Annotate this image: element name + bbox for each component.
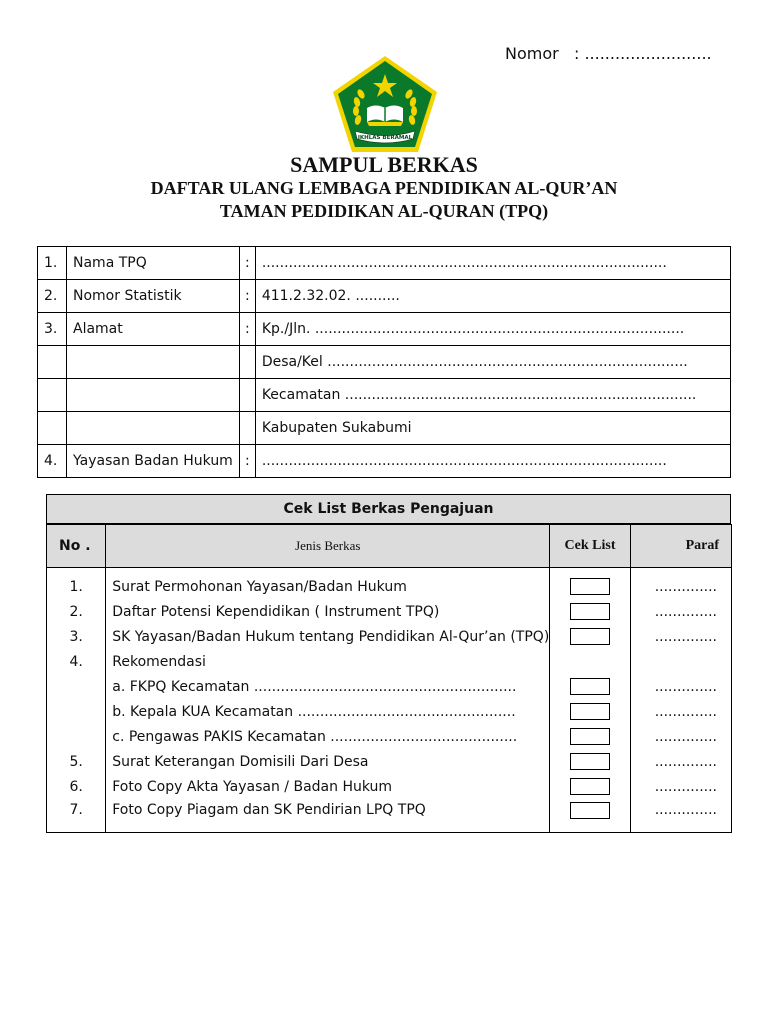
checklist-text: Surat Permohonan Yayasan/Badan Hukum xyxy=(106,574,550,599)
info-row xyxy=(38,313,731,346)
checklist-row xyxy=(47,674,732,699)
checklist-box-cell xyxy=(550,799,630,833)
checklist-row xyxy=(47,574,732,599)
info-label xyxy=(67,379,240,412)
checklist-row xyxy=(47,624,732,649)
checklist-box-cell xyxy=(550,699,630,724)
checklist-num: 6. xyxy=(47,774,106,799)
checklist-title: Cek List Berkas Pengajuan xyxy=(46,494,731,524)
checklist-text: SK Yayasan/Badan Hukum tentang Pendidikan Al-Qur’an (TPQ) xyxy=(106,624,550,649)
checklist-num: 5. xyxy=(47,749,106,774)
checklist-text: Rekomendasi xyxy=(106,649,550,674)
col-paraf-header: Paraf xyxy=(630,525,731,568)
checklist-box-cell xyxy=(550,574,630,599)
document-subtitle-1: DAFTAR ULANG LEMBAGA PENDIDIKAN AL-QUR’AN xyxy=(150,178,618,198)
checklist-paraf: .............. xyxy=(630,799,731,833)
checklist-box-cell xyxy=(550,624,630,649)
info-label: Yayasan Badan Hukum xyxy=(67,445,240,478)
checkbox[interactable] xyxy=(570,703,610,720)
info-num xyxy=(38,412,67,445)
logo-ribbon-text: IKHLAS BERAMAL xyxy=(357,135,413,141)
info-value: Kabupaten Sukabumi xyxy=(255,412,730,445)
checklist-box-cell xyxy=(550,724,630,749)
checklist-num: 1. xyxy=(47,574,106,599)
checkbox[interactable] xyxy=(570,578,610,595)
nomor-field xyxy=(505,44,712,63)
info-colon: : xyxy=(239,280,255,313)
checklist-row xyxy=(47,599,732,624)
checklist-paraf: .............. xyxy=(630,574,731,599)
checklist-box-cell xyxy=(550,674,630,699)
checkbox[interactable] xyxy=(570,628,610,645)
info-row xyxy=(38,280,731,313)
info-colon xyxy=(239,346,255,379)
document-subtitle-2: TAMAN PEDIDIKAN AL-QURAN (TPQ) xyxy=(219,201,549,221)
checklist-num: 4. xyxy=(47,649,106,674)
checkbox[interactable] xyxy=(570,728,610,745)
info-row xyxy=(38,412,731,445)
kemenag-logo-icon xyxy=(331,54,439,154)
checklist-num xyxy=(47,674,106,699)
checklist-text: Daftar Potensi Kependidikan ( Instrument TPQ) xyxy=(106,599,550,624)
checkbox[interactable] xyxy=(570,603,610,620)
info-colon xyxy=(239,379,255,412)
checklist-paraf: .............. xyxy=(630,599,731,624)
info-value: Desa/Kel ................................................................................. xyxy=(255,346,730,379)
info-row xyxy=(38,247,731,280)
checklist-row xyxy=(47,699,732,724)
info-value: ........................................................................................... xyxy=(255,247,730,280)
info-colon: : xyxy=(239,445,255,478)
info-label xyxy=(67,346,240,379)
info-row xyxy=(38,379,731,412)
checkbox[interactable] xyxy=(570,753,610,770)
checklist-paraf xyxy=(630,649,731,674)
checklist-num: 3. xyxy=(47,624,106,649)
checklist-paraf: .............. xyxy=(630,674,731,699)
checklist-row xyxy=(47,799,732,833)
col-ceklist-header: Cek List xyxy=(550,525,630,568)
info-num: 4. xyxy=(38,445,67,478)
info-colon: : xyxy=(239,247,255,280)
checklist-num: 2. xyxy=(47,599,106,624)
nomor-value: : ......................... xyxy=(573,44,712,63)
checklist-num xyxy=(47,699,106,724)
checklist-row xyxy=(47,724,732,749)
info-label: Alamat xyxy=(67,313,240,346)
info-row xyxy=(38,445,731,478)
checkbox[interactable] xyxy=(570,678,610,695)
info-num: 1. xyxy=(38,247,67,280)
checklist-paraf: .............. xyxy=(630,724,731,749)
checklist-text: Foto Copy Piagam dan SK Pendirian LPQ TPQ xyxy=(106,799,550,833)
checklist-paraf: .............. xyxy=(630,749,731,774)
info-label: Nama TPQ xyxy=(67,247,240,280)
info-num xyxy=(38,346,67,379)
checklist-num: 7. xyxy=(47,799,106,833)
checklist-paraf: .............. xyxy=(630,624,731,649)
checklist-box-cell xyxy=(550,749,630,774)
col-jenis-header: Jenis Berkas xyxy=(106,525,550,568)
info-value: Kp./Jln. ................................................................................... xyxy=(255,313,730,346)
checklist-table xyxy=(46,524,732,833)
checklist-box-cell xyxy=(550,649,630,674)
checklist-text: b. Kepala KUA Kecamatan ................................................. xyxy=(106,699,550,724)
info-value: 411.2.32.02. .......... xyxy=(255,280,730,313)
checklist-paraf: .............. xyxy=(630,699,731,724)
checklist-row xyxy=(47,749,732,774)
info-label xyxy=(67,412,240,445)
checklist-paraf: .............. xyxy=(630,774,731,799)
info-label: Nomor Statistik xyxy=(67,280,240,313)
checklist-num xyxy=(47,724,106,749)
info-num xyxy=(38,379,67,412)
checkbox[interactable] xyxy=(570,778,610,795)
info-row xyxy=(38,346,731,379)
info-colon: : xyxy=(239,313,255,346)
info-num: 3. xyxy=(38,313,67,346)
info-value: Kecamatan ............................................................................... xyxy=(255,379,730,412)
tpq-info-table xyxy=(37,246,731,478)
checklist-text: Surat Keterangan Domisili Dari Desa xyxy=(106,749,550,774)
checklist-box-cell xyxy=(550,774,630,799)
document-title: SAMPUL BERKAS xyxy=(290,152,478,177)
checklist-text: Foto Copy Akta Yayasan / Badan Hukum xyxy=(106,774,550,799)
checklist-text: c. Pengawas PAKIS Kecamatan .......................................... xyxy=(106,724,550,749)
checklist-row xyxy=(47,649,732,674)
nomor-label: Nomor xyxy=(505,44,559,63)
checkbox[interactable] xyxy=(570,802,610,819)
info-num: 2. xyxy=(38,280,67,313)
checklist-row xyxy=(47,774,732,799)
info-value: ........................................................................................... xyxy=(255,445,730,478)
info-colon xyxy=(239,412,255,445)
checklist-box-cell xyxy=(550,599,630,624)
checklist-text: a. FKPQ Kecamatan ........................................................... xyxy=(106,674,550,699)
col-no-header: No . xyxy=(47,525,106,568)
